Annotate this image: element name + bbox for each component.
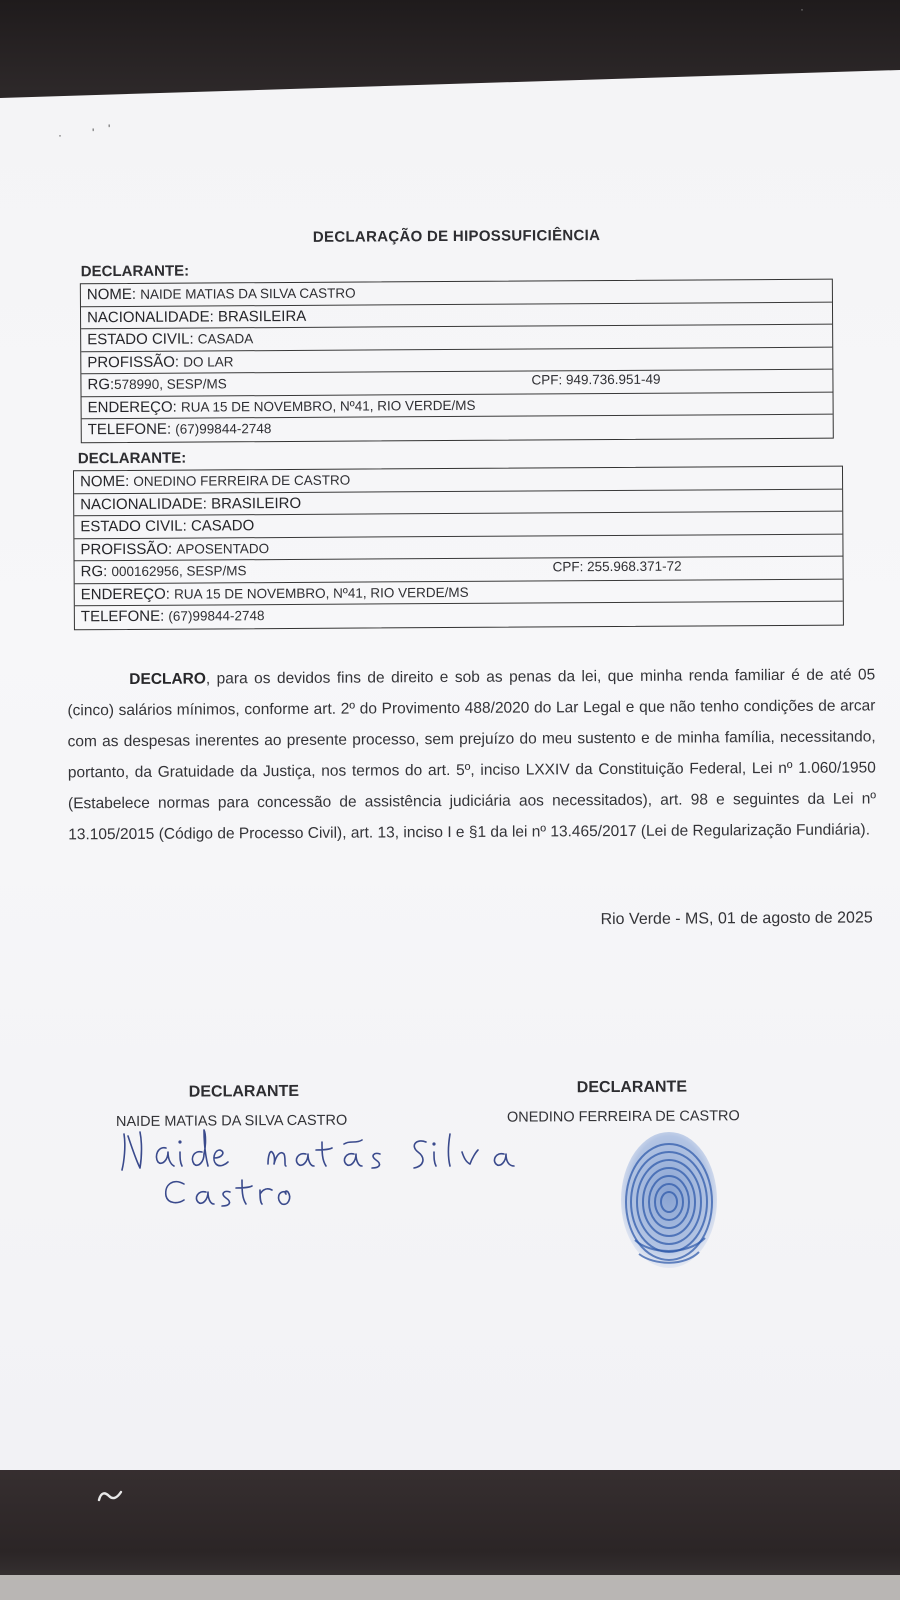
- paper-speck: ': [108, 122, 111, 136]
- signature-2-name: ONEDINO FERREIRA DE CASTRO: [506, 1108, 740, 1126]
- field-nacionalidade: NACIONALIDADE: BRASILEIRO: [74, 489, 842, 516]
- handwritten-signature: [118, 1126, 548, 1226]
- field-endereco: ENDEREÇO: RUA 15 DE NOVEMBRO, Nº41, RIO VERDE/MS: [75, 579, 843, 606]
- field-value: (67)99844-2748: [175, 421, 272, 437]
- signature-2-title: DECLARANTE: [576, 1078, 688, 1097]
- field-telefone: TELEFONE: (67)99844-2748: [80, 607, 265, 626]
- signature-1-name: NAIDE MATIAS DA SILVA CASTRO: [115, 1112, 348, 1131]
- field-value: BRASILEIRA: [217, 307, 307, 325]
- field-value: RUA 15 DE NOVEMBRO, Nº41, RIO VERDE/MS: [174, 584, 469, 602]
- field-value: BRASILEIRO: [211, 494, 302, 512]
- declaration-paragraph: [67, 659, 876, 850]
- field-estado-civil: ESTADO CIVIL: CASADA: [81, 325, 832, 352]
- field-nome: NOME: NAIDE MATIAS DA SILVA CASTRO: [81, 280, 832, 307]
- declarant-1-table: [80, 279, 834, 443]
- field-nacionalidade: NACIONALIDADE: BRASILEIRA: [81, 302, 832, 329]
- paper-speck: ·: [58, 128, 62, 142]
- declarant-2-table: [73, 466, 844, 630]
- document-title: DECLARAÇÃO DE HIPOSSUFICIÊNCIA: [312, 227, 601, 246]
- field-value: (67)99844-2748: [168, 608, 265, 624]
- signature-1-title: DECLARANTE: [188, 1082, 300, 1101]
- field-cpf: CPF: 255.968.371-72: [552, 558, 682, 575]
- declarant-1-label: DECLARANTE:: [80, 262, 190, 281]
- field-profissao: PROFISSÃO: DO LAR: [81, 347, 832, 374]
- field-value: CASADA: [197, 331, 254, 347]
- field-value: DO LAR: [183, 353, 234, 370]
- place-date: Rio Verde - MS, 01 de agosto de 2025: [600, 909, 873, 929]
- declaration-bold: DECLARO: [129, 670, 206, 688]
- field-value: ONEDINO FERREIRA DE CASTRO: [133, 472, 351, 489]
- field-rg: RG:578990, SESP/MS CPF: 949.736.951-49: [81, 370, 832, 397]
- fingerprint-icon: [615, 1130, 725, 1280]
- field-nome: NOME: ONEDINO FERREIRA DE CASTRO: [74, 467, 842, 494]
- field-estado-civil: ESTADO CIVIL: CASADO: [74, 512, 842, 539]
- field-value: APOSENTADO: [176, 540, 270, 557]
- field-value: 000162956, SESP/MS: [111, 563, 247, 580]
- field-profissao: PROFISSÃO: APOSENTADO: [74, 534, 842, 561]
- bottom-mark-icon: [95, 1486, 125, 1506]
- field-value: RUA 15 DE NOVEMBRO, Nº41, RIO VERDE/MS: [180, 397, 476, 415]
- declarant-2-label: DECLARANTE:: [77, 449, 187, 468]
- field-rg: RG: 000162956, SESP/MS CPF: 255.968.371-72: [75, 557, 843, 584]
- declaration-text: , para os devidos fins de direito e sob as penas da lei, que minha renda familiar é de até 05 (cinco) salários mínimos, conforme art. 2º do Provimento 488/2020 do Lar Legal e que não tenho condições de arcar com as despesas inerentes ao presente processo, sem prejuízo do meu sustento e de minha família, necessitando, portanto, da Gratuidade da Justiça, nos termos do art. 5º, inciso LXXIV da Constituição Federal, Lei nº 1.060/1950 (Estabelece normas para concessão de assistência judiciária aos necessitados), art. 98 e seguintes da Lei nº 13.105/2015 (Código de Processo Civil), art. 13, inciso I e §1 da lei nº 13.465/2017 (Lei de Regularização Fundiária).: [67, 666, 877, 844]
- field-endereco: ENDEREÇO: RUA 15 DE NOVEMBRO, Nº41, RIO VERDE/MS: [82, 392, 833, 419]
- paper-speck: ·: [800, 2, 804, 16]
- field-value: NAIDE MATIAS DA SILVA CASTRO: [140, 285, 356, 302]
- field-telefone: TELEFONE: (67)99844-2748: [87, 420, 272, 439]
- field-value: CASADO: [190, 517, 255, 535]
- field-value: 578990, SESP/MS: [114, 376, 227, 393]
- paper-speck: ': [92, 126, 95, 140]
- field-cpf: CPF: 949.736.951-49: [531, 371, 661, 388]
